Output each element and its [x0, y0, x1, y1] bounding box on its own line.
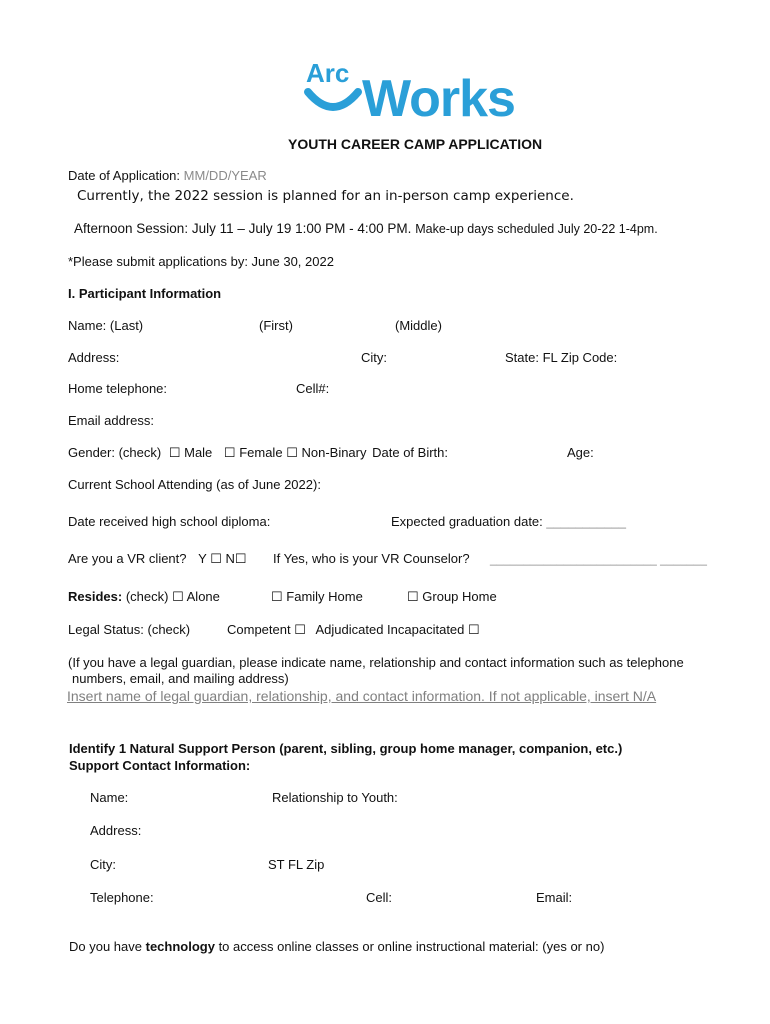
arcworks-logo — [300, 58, 530, 124]
age-label: Age: — [567, 445, 594, 460]
legal-competent-checkbox[interactable]: ☐ — [294, 622, 306, 637]
address-label: Address: — [68, 350, 120, 365]
resides-family-option — [271, 589, 363, 605]
resides-row — [68, 589, 220, 605]
email-label: Email address: — [68, 413, 154, 428]
logo-smile-icon — [308, 92, 358, 107]
graduation-date-label: Expected graduation date: — [391, 514, 543, 529]
support-address-label: Address: — [90, 823, 142, 838]
gender-female-label: Female — [239, 445, 283, 460]
gender-male-label: Male — [184, 445, 213, 460]
date-of-application-label: Date of Application: — [68, 168, 181, 183]
vr-no-label: N — [225, 551, 235, 566]
technology-bold: technology — [145, 939, 215, 954]
legal-incapacitated-checkbox[interactable]: ☐ — [468, 622, 480, 637]
resides-group-label: Group Home — [422, 589, 497, 604]
date-of-application-field[interactable]: MM/DD/YEAR — [183, 168, 267, 183]
guardian-info-field[interactable]: Insert name of legal guardian, relationship, and contact information. If not applicable, insert N/A — [67, 688, 657, 704]
resides-group-checkbox[interactable]: ☐ — [407, 589, 419, 604]
afternoon-session-text: Afternoon Session: July 11 – July 19 1:00 PM - 4:00 PM. — [74, 221, 412, 236]
gender-female-checkbox[interactable]: ☐ — [223, 445, 236, 460]
name-first-label: (First) — [259, 318, 293, 333]
support-name-label: Name: — [90, 790, 129, 805]
logo-arc-text: Arc — [306, 58, 350, 88]
legal-status-options — [227, 622, 480, 638]
vr-counselor-label: If Yes, who is your VR Counselor? — [273, 551, 470, 566]
support-relationship-label: Relationship to Youth: — [272, 790, 398, 805]
legal-status-label: Legal Status: (check) — [68, 622, 191, 637]
legal-competent-label: Competent — [227, 622, 291, 637]
session-note: Currently, the 2022 session is planned for an in-person camp experience. — [77, 188, 574, 204]
graduation-date-field[interactable]: ___________ — [546, 514, 626, 529]
name-last-label: Name: (Last) — [68, 318, 144, 333]
support-city-label: City: — [90, 857, 116, 872]
vr-client-row — [68, 551, 247, 567]
resides-check-hint: (check) — [125, 589, 169, 604]
support-email-label: Email: — [536, 890, 573, 905]
cell-label: Cell#: — [296, 381, 330, 396]
resides-alone-checkbox[interactable]: ☐ — [172, 589, 184, 604]
gender-label: Gender: (check) — [68, 445, 162, 460]
technology-question — [69, 939, 604, 955]
date-of-application — [68, 168, 267, 184]
name-middle-label: (Middle) — [395, 318, 442, 333]
resides-group-option — [407, 589, 497, 605]
support-telephone-label: Telephone: — [90, 890, 154, 905]
gender-male-checkbox[interactable]: ☐ — [168, 445, 181, 460]
resides-family-label: Family Home — [286, 589, 363, 604]
vr-no-checkbox[interactable]: ☐ — [234, 551, 247, 566]
page-title: YOUTH CAREER CAMP APPLICATION — [288, 136, 543, 152]
makeup-days-text: Make-up days scheduled July 20-22 1-4pm. — [415, 222, 658, 236]
afternoon-session — [74, 221, 658, 237]
vr-yes-checkbox[interactable]: ☐ — [210, 551, 222, 566]
support-cell-label: Cell: — [366, 890, 393, 905]
gender-row — [68, 445, 448, 461]
guardian-note-line1: (If you have a legal guardian, please indicate name, relationship and contact information such as telephone — [68, 655, 684, 670]
current-school-label: Current School Attending (as of June 2022): — [68, 477, 321, 492]
gender-nonbinary-label: Non-Binary — [301, 445, 367, 460]
vr-yes-label: Y — [198, 551, 207, 566]
diploma-date-label: Date received high school diploma: — [68, 514, 271, 529]
home-telephone-label: Home telephone: — [68, 381, 168, 396]
section-participant-heading: I. Participant Information — [68, 286, 222, 301]
arcworks-logo-graphic — [300, 58, 530, 124]
submit-note: *Please submit applications by: June 30, 2022 — [68, 254, 334, 269]
city-label: City: — [361, 350, 387, 365]
resides-label: Resides: — [68, 589, 123, 604]
support-st-zip-label: ST FL Zip — [268, 857, 325, 872]
technology-suffix: to access online classes or online instructional material: (yes or no) — [214, 939, 605, 954]
guardian-note-line2: numbers, email, and mailing address) — [72, 671, 289, 686]
vr-client-label: Are you a VR client? — [68, 551, 187, 566]
state-zip-label: State: FL Zip Code: — [505, 350, 618, 365]
support-heading-line2: Support Contact Information: — [69, 758, 251, 773]
resides-family-checkbox[interactable]: ☐ — [271, 589, 283, 604]
gender-nonbinary-checkbox[interactable]: ☐ — [286, 445, 298, 460]
technology-prefix: Do you have — [69, 939, 146, 954]
support-heading-line1: Identify 1 Natural Support Person (parent, sibling, group home manager, companion, etc.) — [69, 741, 623, 756]
logo-works-text: Works — [362, 70, 515, 124]
date-of-birth-label: Date of Birth: — [372, 445, 448, 460]
vr-counselor-field[interactable]: _________________________ _______ — [490, 552, 707, 566]
graduation-date — [391, 514, 626, 530]
resides-alone-label: Alone — [186, 589, 220, 604]
legal-incapacitated-label: Adjudicated Incapacitated — [315, 622, 465, 637]
